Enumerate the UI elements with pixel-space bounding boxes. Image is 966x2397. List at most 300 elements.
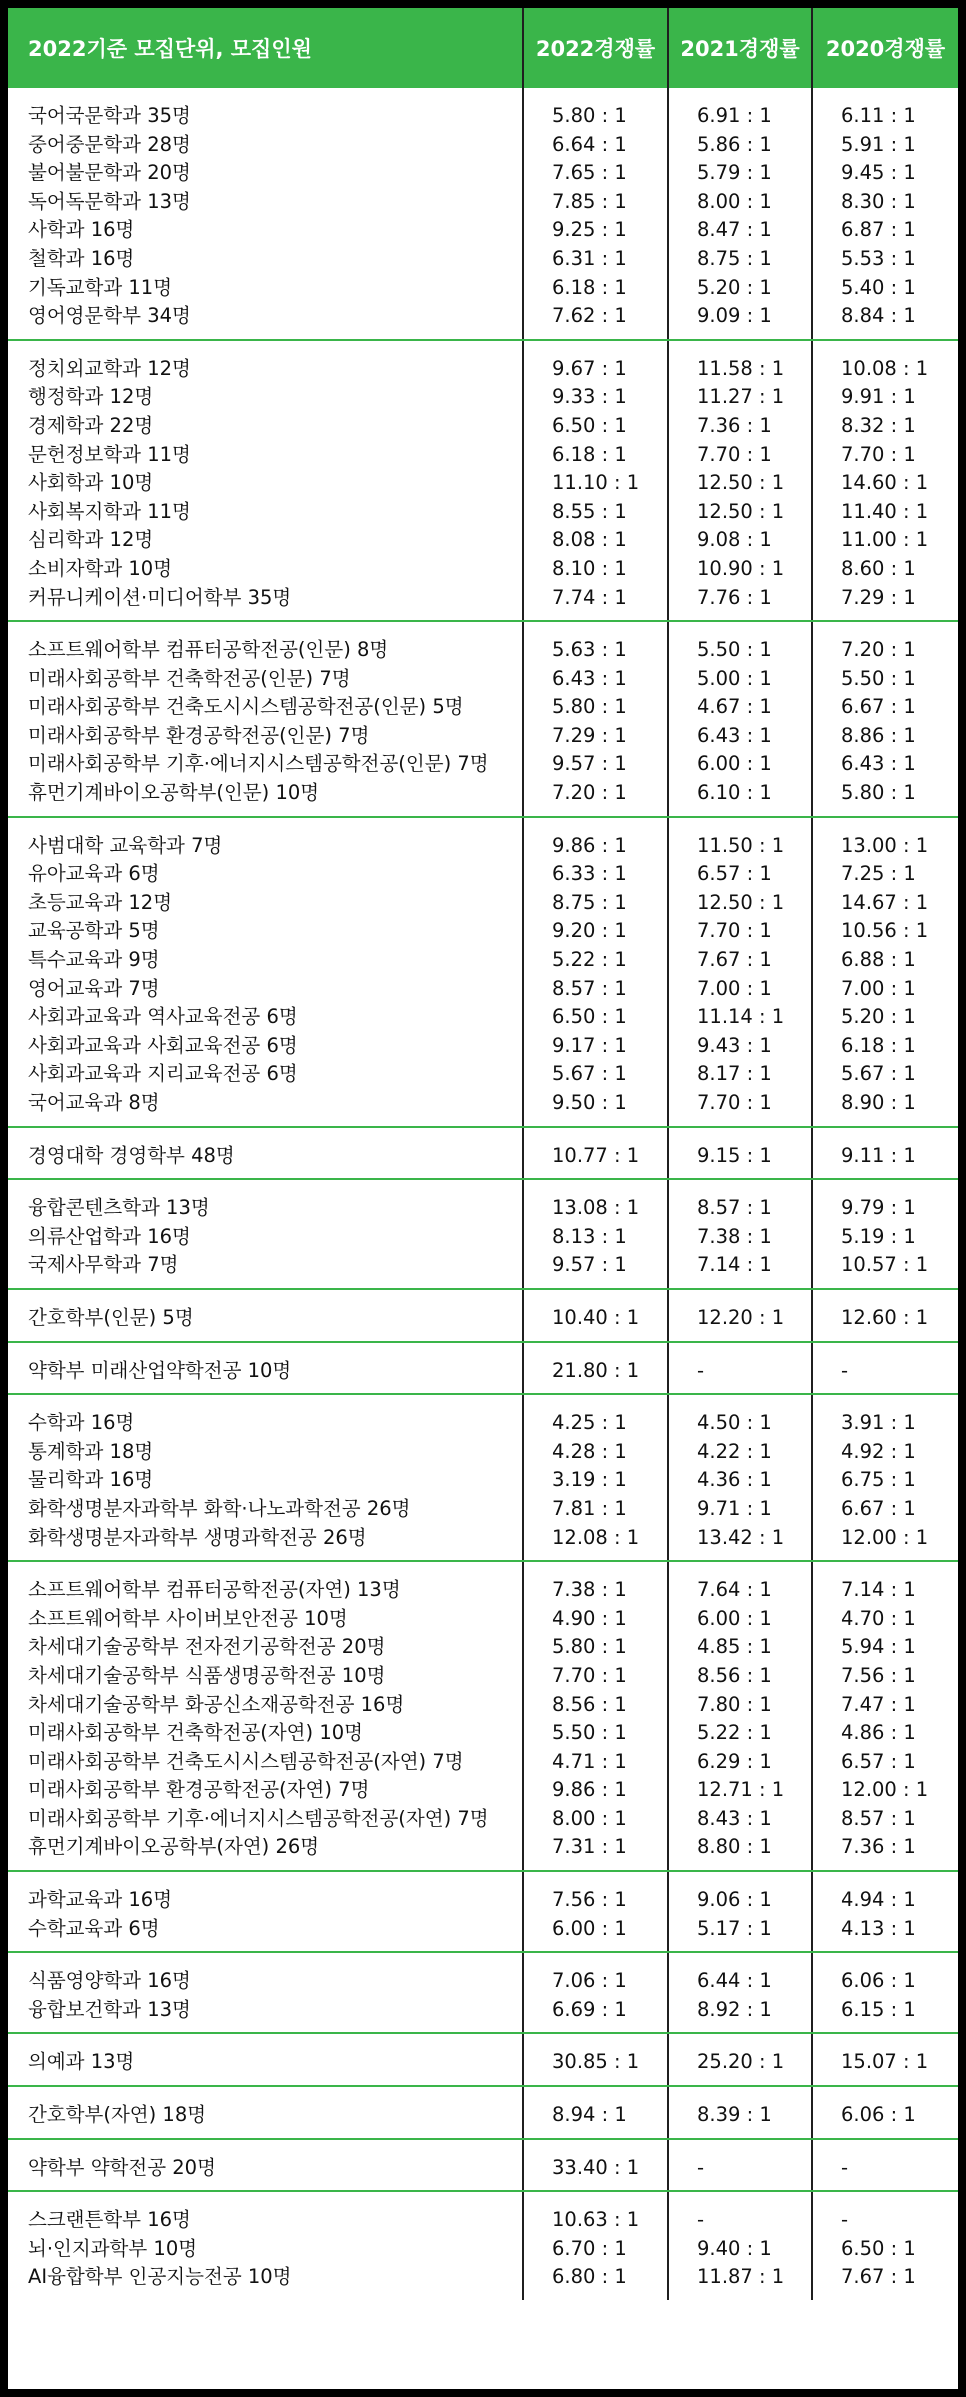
rate-2022: 7.56 : 1	[552, 1888, 627, 1912]
rate-2020-cell	[812, 1289, 958, 1342]
rate-2022-cell	[523, 2033, 668, 2086]
unit-name: 약학부 약학전공 20명	[28, 2155, 216, 2179]
rate-2021-cell	[668, 1952, 812, 2033]
rate-2020: 8.84 : 1	[841, 304, 916, 328]
unit-name: 융합콘텐츠학과 13명	[28, 1196, 210, 1220]
rate-2022: 9.67 : 1	[552, 356, 627, 380]
unit-name-cell	[8, 88, 523, 340]
table-row-group	[8, 1871, 958, 1952]
unit-name: 미래사회공학부 건축도시시스템공학전공(인문) 5명	[28, 695, 464, 719]
unit-name: 물리학과 16명	[28, 1468, 154, 1492]
rate-2020: -	[841, 2208, 849, 2232]
unit-name: 경제학과 22명	[28, 413, 154, 437]
rate-2020: 7.29 : 1	[841, 585, 916, 609]
unit-name: 사회학과 10명	[28, 471, 154, 495]
rate-2022-cell	[523, 1289, 668, 1342]
rate-2021: 6.44 : 1	[697, 1969, 772, 1993]
rate-2021: 4.67 : 1	[697, 695, 772, 719]
unit-name: 교육공학과 5명	[28, 919, 160, 943]
rate-2021-cell	[668, 817, 812, 1127]
rate-2022: 9.33 : 1	[552, 385, 627, 409]
rate-2021: 7.64 : 1	[697, 1578, 772, 1602]
rate-2020: 5.94 : 1	[841, 1635, 916, 1659]
rate-2021-cell	[668, 1179, 812, 1289]
rate-2020: 4.86 : 1	[841, 1721, 916, 1745]
unit-name: 영어영문학부 34명	[28, 304, 191, 328]
unit-name-cell	[8, 2191, 523, 2300]
rate-2020: 6.57 : 1	[841, 1749, 916, 1773]
rate-2021: 7.70 : 1	[697, 919, 772, 943]
unit-name: 국어국문학과 35명	[28, 104, 191, 127]
rate-2022: 4.71 : 1	[552, 1749, 627, 1773]
rate-2022: 11.10 : 1	[552, 471, 640, 495]
rate-2022: 6.31 : 1	[552, 246, 627, 270]
rate-2021: 7.67 : 1	[697, 948, 772, 972]
rate-2022-cell	[523, 1561, 668, 1871]
rate-2021: 25.20 : 1	[697, 2050, 785, 2074]
rate-2020: 8.30 : 1	[841, 189, 916, 213]
unit-name: 초등교육과 12명	[28, 890, 173, 914]
unit-name-cell	[8, 621, 523, 817]
unit-name-cell	[8, 1289, 523, 1342]
rate-2021: 8.80 : 1	[697, 1835, 772, 1859]
unit-name: 화학생명분자과학부 화학·나노과학전공 26명	[28, 1496, 411, 1520]
rate-2022: 4.28 : 1	[552, 1439, 627, 1463]
rate-2022-cell	[523, 1952, 668, 2033]
rate-2022: 10.77 : 1	[552, 1143, 640, 1167]
unit-name: 미래사회공학부 건축도시시스템공학전공(자연) 7명	[28, 1749, 464, 1773]
header-unit: 2022기준 모집단위, 모집인원	[8, 8, 523, 88]
unit-name-cell	[8, 1952, 523, 2033]
unit-name-cell	[8, 817, 523, 1127]
rate-2021: 9.43 : 1	[697, 1033, 772, 1057]
rate-2020: 7.00 : 1	[841, 976, 916, 1000]
rate-2022-cell	[523, 817, 668, 1127]
rate-2021: 6.00 : 1	[697, 752, 772, 776]
rate-2020: 6.67 : 1	[841, 1496, 916, 1520]
unit-name: 영어교육과 7명	[28, 976, 160, 1000]
rate-2021-cell	[668, 340, 812, 621]
rate-2021: 7.36 : 1	[697, 413, 772, 437]
rate-2020: 6.15 : 1	[841, 1997, 916, 2021]
table-row-group	[8, 2139, 958, 2192]
rate-2020-cell	[812, 1561, 958, 1871]
rate-2021: 12.71 : 1	[697, 1778, 785, 1802]
rate-2021-cell	[668, 1871, 812, 1952]
rate-2022: 7.62 : 1	[552, 304, 627, 328]
rate-2020: 12.60 : 1	[841, 1305, 929, 1329]
rate-2021: 11.27 : 1	[697, 385, 785, 409]
unit-name: 철학과 16명	[28, 246, 135, 270]
rate-2020-cell	[812, 1127, 958, 1180]
unit-name: 미래사회공학부 환경공학전공(인문) 7명	[28, 723, 370, 747]
rate-2021: 8.00 : 1	[697, 189, 772, 213]
rate-2020: 4.92 : 1	[841, 1439, 916, 1463]
rate-2021: 12.50 : 1	[697, 471, 785, 495]
rate-2022: 6.50 : 1	[552, 1005, 627, 1029]
unit-name: 국어교육과 8명	[28, 1091, 160, 1114]
rate-2020: 7.56 : 1	[841, 1663, 916, 1687]
rate-2020-cell	[812, 1871, 958, 1952]
rate-2022: 9.25 : 1	[552, 218, 627, 242]
rate-2020: 6.06 : 1	[841, 1969, 916, 1993]
unit-name: 스크랜튼학부 16명	[28, 2208, 191, 2232]
rate-2022-cell	[523, 340, 668, 621]
rate-2022: 7.74 : 1	[552, 585, 627, 609]
rate-2021: 8.43 : 1	[697, 1806, 772, 1830]
unit-name: 사회과교육과 역사교육전공 6명	[28, 1005, 298, 1029]
rate-2020-cell	[812, 2191, 958, 2300]
rate-2021: 4.36 : 1	[697, 1468, 772, 1492]
rate-2021: 6.57 : 1	[697, 862, 772, 886]
rate-2021: 6.43 : 1	[697, 723, 772, 747]
rate-2020: 12.00 : 1	[841, 1525, 929, 1549]
rate-2022: 9.50 : 1	[552, 1091, 627, 1114]
rate-2022: 8.08 : 1	[552, 528, 627, 552]
rate-2022: 7.38 : 1	[552, 1578, 627, 1602]
unit-name-cell	[8, 2139, 523, 2192]
rate-2021: 5.17 : 1	[697, 1916, 772, 1940]
rate-2021-cell	[668, 2139, 812, 2192]
rate-2021-cell	[668, 2191, 812, 2300]
table-row-group	[8, 88, 958, 340]
rate-2020: 6.11 : 1	[841, 104, 916, 127]
rate-2021-cell	[668, 2086, 812, 2139]
rate-2021: 9.08 : 1	[697, 528, 772, 552]
rate-2020: 9.11 : 1	[841, 1143, 916, 1167]
unit-name-cell	[8, 1871, 523, 1952]
unit-name: 미래사회공학부 건축학전공(인문) 7명	[28, 666, 351, 690]
unit-name: 소프트웨어학부 컴퓨터공학전공(인문) 8명	[28, 638, 389, 662]
rate-2022-cell	[523, 2191, 668, 2300]
rate-2020: 5.80 : 1	[841, 781, 916, 805]
rate-2020: 4.13 : 1	[841, 1916, 916, 1940]
rate-2021: -	[697, 2155, 705, 2179]
unit-name-cell	[8, 2086, 523, 2139]
unit-name: 화학생명분자과학부 생명과학전공 26명	[28, 1525, 367, 1549]
header-2020: 2020경쟁률	[812, 8, 958, 88]
rate-2022-cell	[523, 88, 668, 340]
unit-name: 정치외교학과 12명	[28, 356, 191, 380]
rate-2021: 8.92 : 1	[697, 1997, 772, 2021]
rate-2021-cell	[668, 1394, 812, 1561]
unit-name-cell	[8, 2033, 523, 2086]
table-body	[8, 88, 958, 2300]
rate-2021: 8.57 : 1	[697, 1196, 772, 1220]
rate-2022: 5.80 : 1	[552, 104, 627, 127]
rate-2022: 5.63 : 1	[552, 638, 627, 662]
rate-2021: 11.14 : 1	[697, 1005, 785, 1029]
rate-2020: 6.43 : 1	[841, 752, 916, 776]
rate-2022-cell	[523, 1179, 668, 1289]
rate-2022: 9.57 : 1	[552, 752, 627, 776]
rate-2022: 7.29 : 1	[552, 723, 627, 747]
rate-2022: 30.85 : 1	[552, 2050, 640, 2074]
rate-2020: 7.20 : 1	[841, 638, 916, 662]
unit-name: 식품영양학과 16명	[28, 1969, 191, 1993]
rate-2022: 7.70 : 1	[552, 1663, 627, 1687]
rate-2020: 13.00 : 1	[841, 833, 929, 857]
rate-2021: 12.20 : 1	[697, 1305, 785, 1329]
rate-2022: 3.19 : 1	[552, 1468, 627, 1492]
rate-2021: 5.00 : 1	[697, 666, 772, 690]
rate-2021: 7.14 : 1	[697, 1253, 772, 1277]
rate-2022: 9.86 : 1	[552, 833, 627, 857]
rate-2020: 7.14 : 1	[841, 1578, 916, 1602]
rate-2020: 8.57 : 1	[841, 1806, 916, 1830]
rate-2022: 9.20 : 1	[552, 919, 627, 943]
rate-2022: 6.69 : 1	[552, 1997, 627, 2021]
unit-name-cell	[8, 340, 523, 621]
rate-2020: 6.18 : 1	[841, 1033, 916, 1057]
unit-name: 유아교육과 6명	[28, 862, 160, 886]
unit-name: 차세대기술공학부 전자전기공학전공 20명	[28, 1635, 386, 1659]
rate-2021: 9.71 : 1	[697, 1496, 772, 1520]
rate-2021: 9.09 : 1	[697, 304, 772, 328]
admission-rates-table	[8, 8, 958, 2300]
rate-2021: 5.79 : 1	[697, 161, 772, 185]
rate-2022: 8.13 : 1	[552, 1224, 627, 1248]
rate-2022: 6.18 : 1	[552, 442, 627, 466]
unit-name: 사학과 16명	[28, 218, 135, 242]
rate-2021-cell	[668, 2033, 812, 2086]
rate-2021: 12.50 : 1	[697, 890, 785, 914]
rate-2022-cell	[523, 1871, 668, 1952]
rate-2022: 5.22 : 1	[552, 948, 627, 972]
unit-name: 국제사무학과 7명	[28, 1253, 179, 1277]
unit-name: 과학교육과 16명	[28, 1888, 173, 1912]
unit-name: 차세대기술공학부 화공신소재공학전공 16명	[28, 1692, 405, 1716]
unit-name: 휴먼기계바이오공학부(인문) 10명	[28, 781, 320, 805]
rate-2022-cell	[523, 2139, 668, 2192]
rate-2020: 6.67 : 1	[841, 695, 916, 719]
rate-2022: 8.94 : 1	[552, 2103, 627, 2127]
rate-2022: 9.86 : 1	[552, 1778, 627, 1802]
unit-name: 통계학과 18명	[28, 1439, 154, 1463]
rate-2020-cell	[812, 1342, 958, 1395]
rate-2022: 21.80 : 1	[552, 1358, 640, 1382]
rate-2021: 11.87 : 1	[697, 2265, 785, 2289]
rate-2021-cell	[668, 88, 812, 340]
unit-name: 커뮤니케이션·미디어학부 35명	[28, 585, 292, 609]
rate-2021-cell	[668, 1289, 812, 1342]
unit-name: 미래사회공학부 기후·에너지시스템공학전공(자연) 7명	[28, 1806, 489, 1830]
rate-2022: 8.56 : 1	[552, 1692, 627, 1716]
rate-2022: 4.25 : 1	[552, 1411, 627, 1435]
unit-name: 중어중문학과 28명	[28, 132, 191, 156]
rate-2022: 5.80 : 1	[552, 695, 627, 719]
rate-2020: 4.70 : 1	[841, 1606, 916, 1630]
rate-2021-cell	[668, 1342, 812, 1395]
table-row-group	[8, 1394, 958, 1561]
table-row-group	[8, 1289, 958, 1342]
rate-2022: 7.31 : 1	[552, 1835, 627, 1859]
rate-2021: 6.10 : 1	[697, 781, 772, 805]
table-row-group	[8, 1561, 958, 1871]
rate-2020: 5.91 : 1	[841, 132, 916, 156]
unit-name: 미래사회공학부 기후·에너지시스템공학전공(인문) 7명	[28, 752, 489, 776]
rate-2020: 5.20 : 1	[841, 1005, 916, 1029]
rate-2022: 7.65 : 1	[552, 161, 627, 185]
rate-2021: -	[697, 2208, 705, 2232]
rate-2022: 13.08 : 1	[552, 1196, 640, 1220]
table-row-group	[8, 2033, 958, 2086]
rate-2022: 6.80 : 1	[552, 2265, 627, 2289]
rate-2021: 6.29 : 1	[697, 1749, 772, 1773]
rate-2021: 6.00 : 1	[697, 1606, 772, 1630]
table-row-group	[8, 1179, 958, 1289]
rate-2021: 7.00 : 1	[697, 976, 772, 1000]
rate-2021: 7.70 : 1	[697, 1091, 772, 1114]
rate-2021: 11.58 : 1	[697, 356, 785, 380]
rate-2020: 7.25 : 1	[841, 862, 916, 886]
rate-2021: 4.50 : 1	[697, 1411, 772, 1435]
table-row-group	[8, 1127, 958, 1180]
rate-2020: 10.57 : 1	[841, 1253, 929, 1277]
unit-name: 불어불문학과 20명	[28, 161, 191, 185]
rate-2021: 4.85 : 1	[697, 1635, 772, 1659]
rate-2020: 12.00 : 1	[841, 1778, 929, 1802]
unit-name: 행정학과 12명	[28, 385, 154, 409]
unit-name: 사회과교육과 사회교육전공 6명	[28, 1033, 298, 1057]
header-2021: 2021경쟁률	[668, 8, 812, 88]
unit-name: 차세대기술공학부 식품생명공학전공 10명	[28, 1663, 386, 1687]
unit-name: 독어독문학과 13명	[28, 189, 191, 213]
unit-name: 문헌정보학과 11명	[28, 442, 191, 466]
rate-2022: 5.50 : 1	[552, 1721, 627, 1745]
rate-2021-cell	[668, 1127, 812, 1180]
rate-2020-cell	[812, 2033, 958, 2086]
rate-2022: 8.10 : 1	[552, 556, 627, 580]
rate-2021: 12.50 : 1	[697, 499, 785, 523]
rate-2021: 5.86 : 1	[697, 132, 772, 156]
rate-2022: 10.63 : 1	[552, 2208, 640, 2232]
rate-2020: 7.67 : 1	[841, 2265, 916, 2289]
rate-2021: 7.80 : 1	[697, 1692, 772, 1716]
rate-2021: 9.40 : 1	[697, 2236, 772, 2260]
unit-name: 소비자학과 10명	[28, 556, 173, 580]
unit-name: 간호학부(자연) 18명	[28, 2103, 207, 2127]
rate-2022: 9.57 : 1	[552, 1253, 627, 1277]
rate-2022: 6.18 : 1	[552, 275, 627, 299]
table-row-group	[8, 621, 958, 817]
rate-2020: 10.08 : 1	[841, 356, 929, 380]
rate-2020-cell	[812, 88, 958, 340]
rate-2021: 6.91 : 1	[697, 104, 772, 127]
rate-2022: 6.70 : 1	[552, 2236, 627, 2260]
rate-2021: 13.42 : 1	[697, 1525, 785, 1549]
table-row-group	[8, 2086, 958, 2139]
rate-2022-cell	[523, 1342, 668, 1395]
rate-2021: 7.76 : 1	[697, 585, 772, 609]
rate-2020: 7.47 : 1	[841, 1692, 916, 1716]
rate-2020-cell	[812, 2086, 958, 2139]
rate-2021: 7.70 : 1	[697, 442, 772, 466]
unit-name: 사회복지학과 11명	[28, 499, 191, 523]
rate-2020: 5.19 : 1	[841, 1224, 916, 1248]
rate-2020: 3.91 : 1	[841, 1411, 916, 1435]
rate-2020: 7.70 : 1	[841, 442, 916, 466]
rate-2021: 11.50 : 1	[697, 833, 785, 857]
rate-2020: 6.06 : 1	[841, 2103, 916, 2127]
unit-name: 미래사회공학부 건축학전공(자연) 10명	[28, 1721, 363, 1745]
rate-2020: 11.40 : 1	[841, 499, 929, 523]
rate-2022: 7.06 : 1	[552, 1969, 627, 1993]
unit-name: 의류산업학과 16명	[28, 1224, 191, 1248]
rate-2020: 15.07 : 1	[841, 2050, 929, 2074]
unit-name-cell	[8, 1127, 523, 1180]
rate-2020: 6.50 : 1	[841, 2236, 916, 2260]
rate-2020-cell	[812, 1952, 958, 2033]
rate-2021: 4.22 : 1	[697, 1439, 772, 1463]
rate-2021: 9.15 : 1	[697, 1143, 772, 1167]
rate-2021: 8.47 : 1	[697, 218, 772, 242]
unit-name: 약학부 미래산업약학전공 10명	[28, 1358, 292, 1382]
unit-name: 수학과 16명	[28, 1411, 135, 1435]
rate-2020: 4.94 : 1	[841, 1888, 916, 1912]
rate-2021: -	[697, 1358, 705, 1382]
rate-2020-cell	[812, 1179, 958, 1289]
rate-2020: 10.56 : 1	[841, 919, 929, 943]
table-header-row	[8, 8, 958, 88]
rate-2022: 8.57 : 1	[552, 976, 627, 1000]
rate-2022: 6.00 : 1	[552, 1916, 627, 1940]
rate-2020: 14.60 : 1	[841, 471, 929, 495]
rate-2020: 8.90 : 1	[841, 1091, 916, 1114]
rate-2021: 5.50 : 1	[697, 638, 772, 662]
unit-name-cell	[8, 1561, 523, 1871]
unit-name: 사범대학 교육학과 7명	[28, 833, 223, 857]
rate-2020: 5.40 : 1	[841, 275, 916, 299]
rate-2020: 8.60 : 1	[841, 556, 916, 580]
rate-2020: -	[841, 2155, 849, 2179]
unit-name-cell	[8, 1179, 523, 1289]
rate-2022: 10.40 : 1	[552, 1305, 640, 1329]
unit-name: 소프트웨어학부 사이버보안전공 10명	[28, 1606, 348, 1630]
rate-2022: 6.50 : 1	[552, 413, 627, 437]
rate-2020: 5.50 : 1	[841, 666, 916, 690]
rate-2020: 6.87 : 1	[841, 218, 916, 242]
rate-2022-cell	[523, 2086, 668, 2139]
rate-2020-cell	[812, 621, 958, 817]
rate-2022-cell	[523, 621, 668, 817]
rate-2020: 8.32 : 1	[841, 413, 916, 437]
unit-name: 의예과 13명	[28, 2050, 135, 2074]
header-2022: 2022경쟁률	[523, 8, 668, 88]
rate-2020-cell	[812, 340, 958, 621]
table-row-group	[8, 340, 958, 621]
unit-name-cell	[8, 1394, 523, 1561]
unit-name-cell	[8, 1342, 523, 1395]
unit-name: 수학교육과 6명	[28, 1916, 160, 1940]
rate-2022: 9.17 : 1	[552, 1033, 627, 1057]
unit-name: 소프트웨어학부 컴퓨터공학전공(자연) 13명	[28, 1578, 401, 1602]
rate-2022: 5.67 : 1	[552, 1062, 627, 1086]
rate-2022: 12.08 : 1	[552, 1525, 640, 1549]
rate-2020: 11.00 : 1	[841, 528, 929, 552]
rate-2021: 9.06 : 1	[697, 1888, 772, 1912]
unit-name: AI융합학부 인공지능전공 10명	[28, 2265, 292, 2289]
rate-2020: 14.67 : 1	[841, 890, 929, 914]
rate-2022: 7.81 : 1	[552, 1496, 627, 1520]
rate-2021-cell	[668, 621, 812, 817]
unit-name: 간호학부(인문) 5명	[28, 1305, 194, 1329]
rate-2021: 5.22 : 1	[697, 1721, 772, 1745]
rate-2021: 8.56 : 1	[697, 1663, 772, 1687]
rate-2022-cell	[523, 1394, 668, 1561]
rate-2022: 8.55 : 1	[552, 499, 627, 523]
rate-2020-cell	[812, 1394, 958, 1561]
